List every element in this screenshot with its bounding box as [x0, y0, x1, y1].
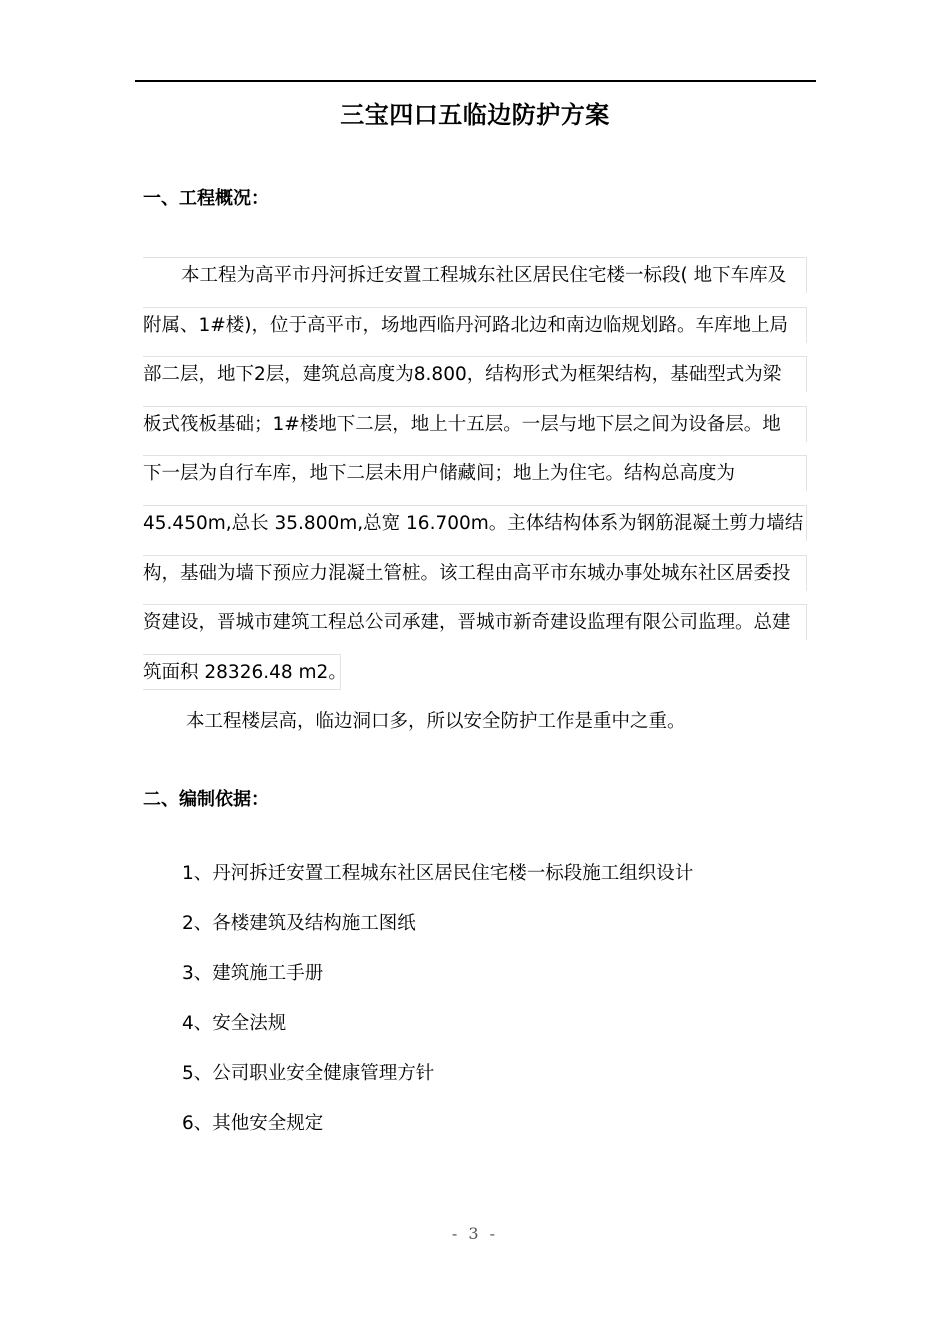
paragraph-line: 筑面积 28326.48 m2。 — [143, 654, 341, 690]
paragraph-line: 板式筏板基础；1#楼地下二层，地上十五层。一层与地下层之间为设备层。地 — [143, 406, 807, 442]
list-item: 3、建筑施工手册 — [182, 963, 324, 984]
document-title: 三宝四口五临边防护方案 — [340, 101, 610, 129]
paragraph-line: 部二层，地下2层，建筑总高度为8.800，结构形式为框架结构，基础型式为梁 — [143, 356, 807, 392]
section-heading-basis: 二、编制依据： — [143, 789, 269, 810]
overview-note: 本工程楼层高，临边洞口多，所以安全防护工作是重中之重。 — [186, 711, 686, 732]
page-number: - 3 - — [451, 1224, 499, 1243]
header-rule — [135, 80, 816, 82]
list-item: 5、公司职业安全健康管理方针 — [182, 1063, 435, 1084]
list-item: 4、安全法规 — [182, 1013, 287, 1034]
paragraph-line: 构，基础为墙下预应力混凝土管桩。该工程由高平市东城办事处城东社区居委投 — [143, 555, 807, 591]
paragraph-line: 下一层为自行车库，地下二层未用户储藏间；地上为住宅。结构总高度为 — [143, 455, 807, 491]
list-item: 6、其他安全规定 — [182, 1113, 324, 1134]
paragraph-line: 资建设，晋城市建筑工程总公司承建，晋城市新奇建设监理有限公司监理。总建 — [143, 604, 807, 640]
paragraph-line: 附属、1#楼)，位于高平市，场地西临丹河路北边和南边临规划路。车库地上局 — [143, 307, 807, 343]
list-item: 1、丹河拆迁安置工程城东社区居民住宅楼一标段施工组织设计 — [182, 863, 694, 884]
paragraph-line: 本工程为高平市丹河拆迁安置工程城东社区居民住宅楼一标段( 地下车库及 — [143, 257, 807, 293]
list-item: 2、各楼建筑及结构施工图纸 — [182, 913, 416, 934]
paragraph-line: 45.450m,总长 35.800m,总宽 16.700m。主体结构体系为钢筋混凝土剪力墙结 — [143, 505, 807, 541]
section-heading-overview: 一、工程概况： — [143, 188, 269, 209]
